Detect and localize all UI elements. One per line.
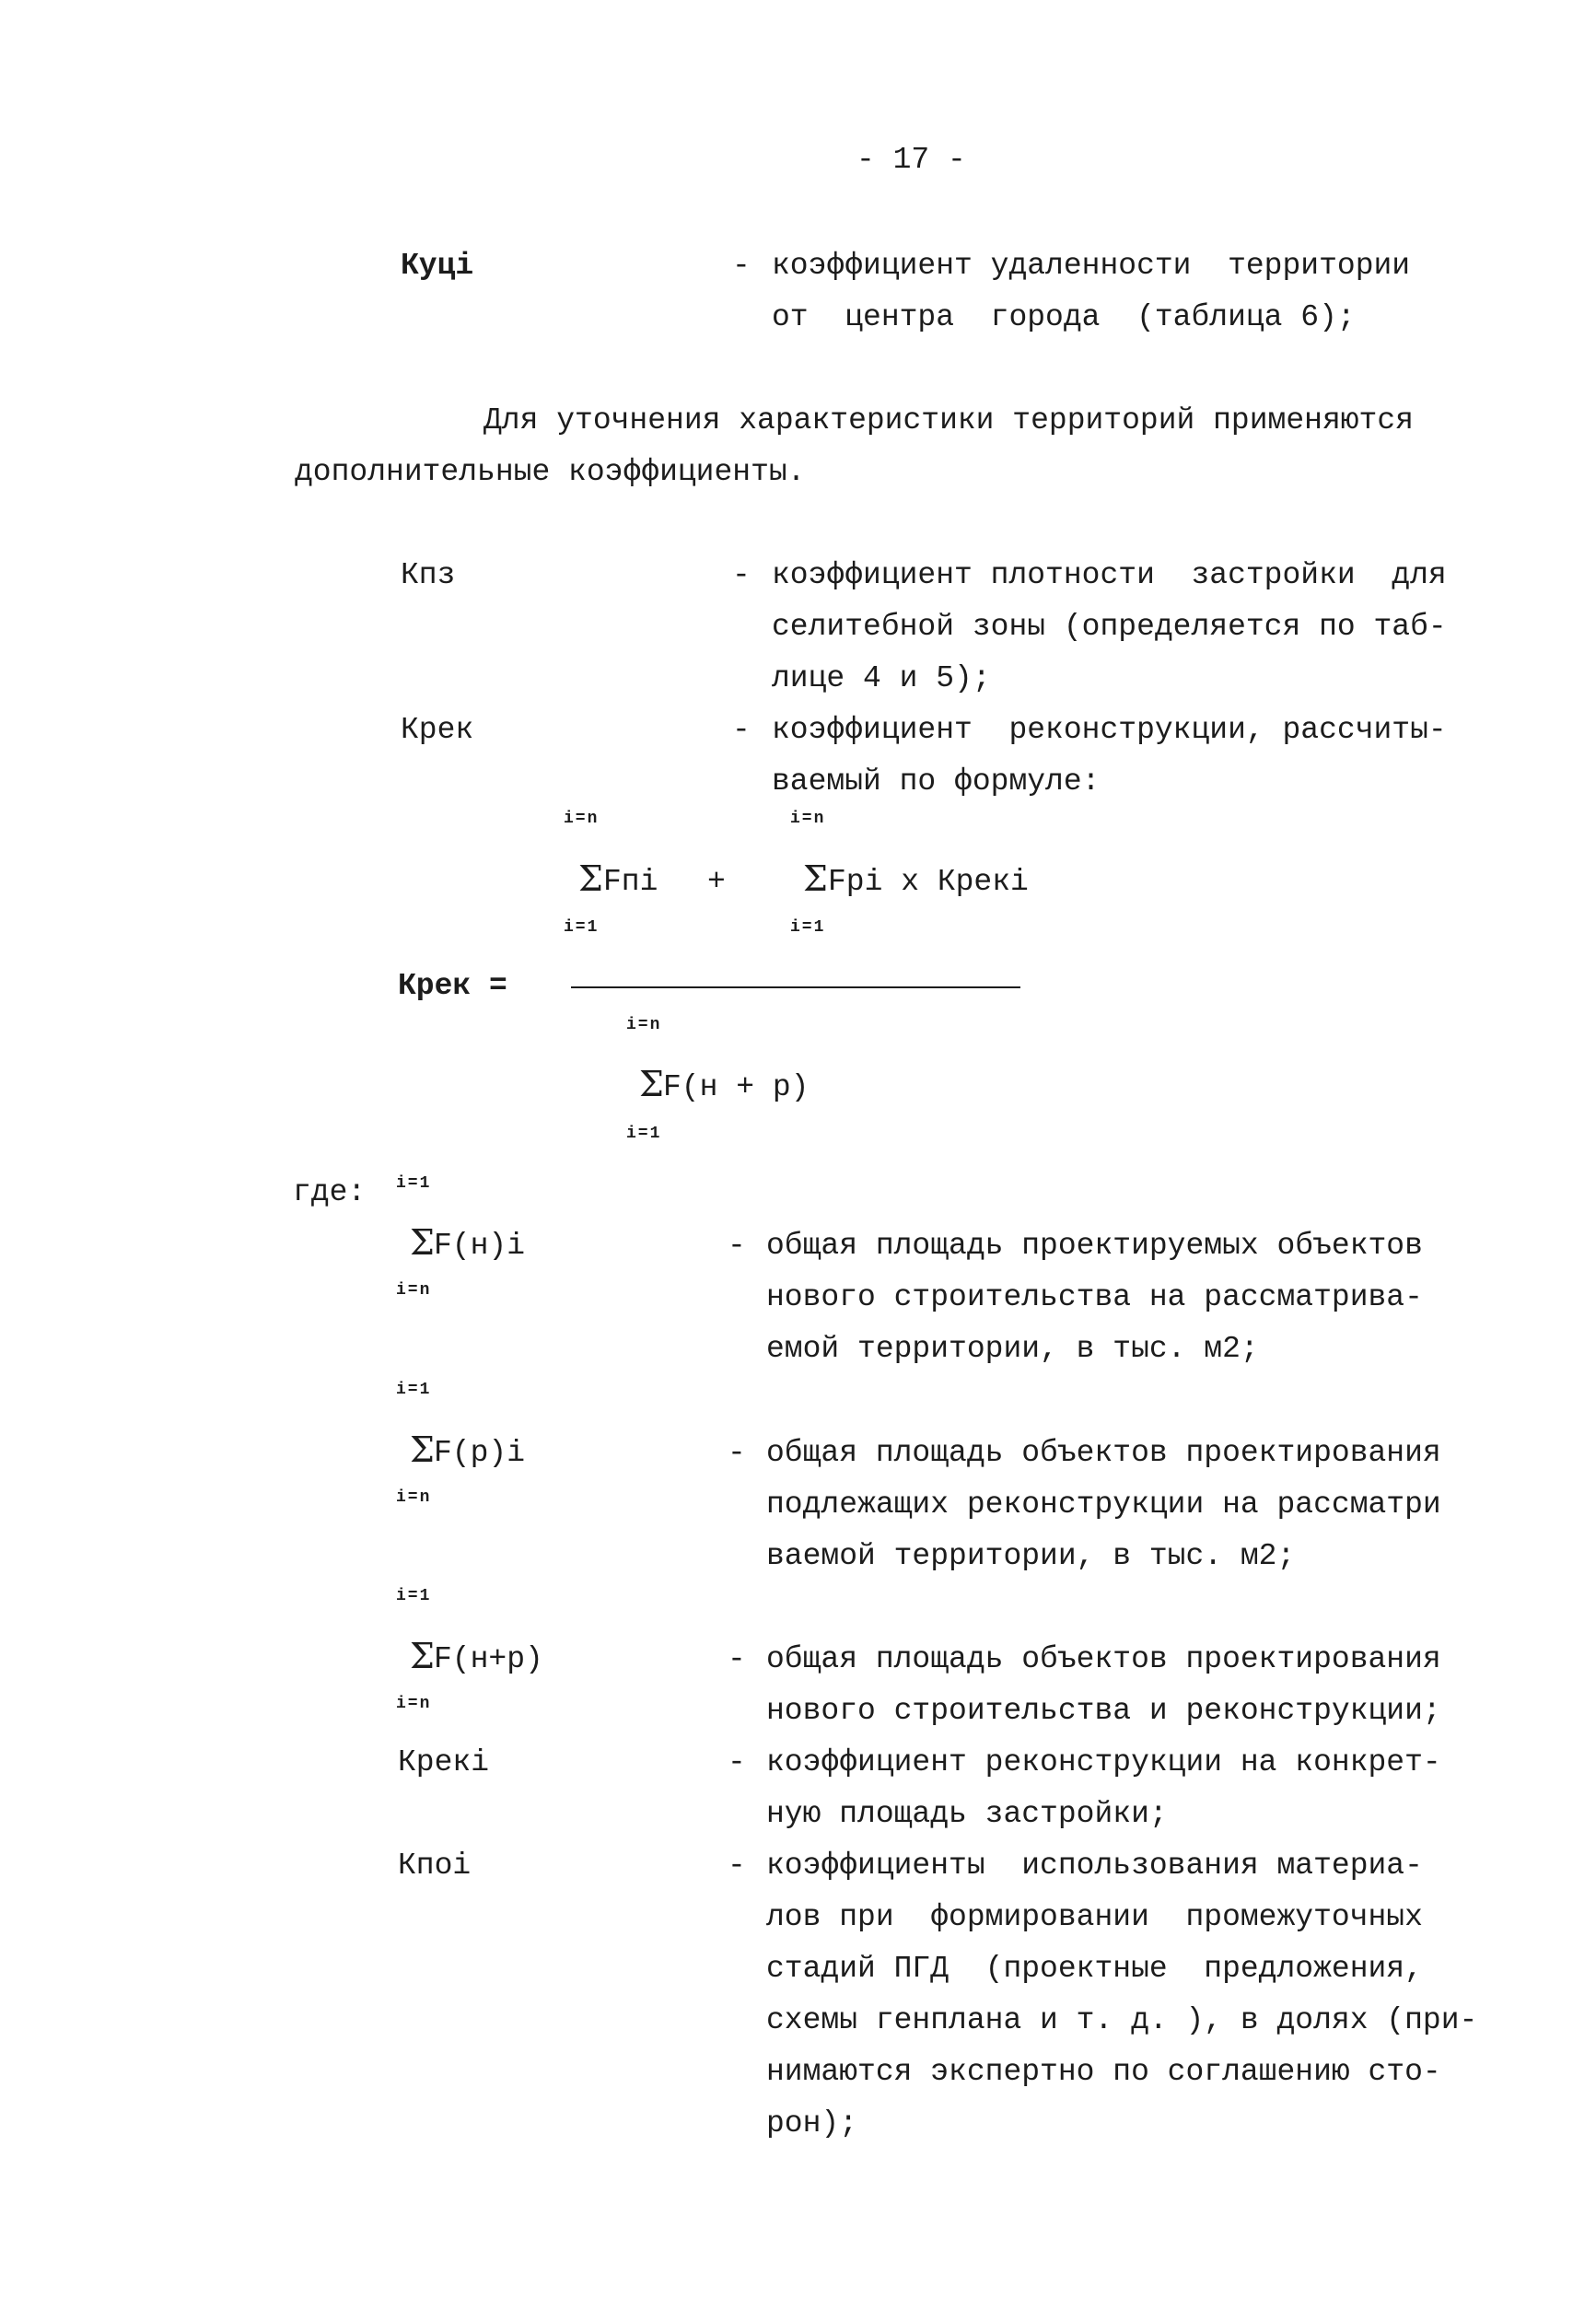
- term-kreki: Крекi: [398, 1745, 490, 1779]
- sigma-symbol: Σ: [410, 1222, 435, 1263]
- def2-term: F(p)i: [434, 1436, 526, 1470]
- def2-line-3: ваемой территории, в тыс. м2;: [766, 1539, 1296, 1573]
- dash-kpz: -: [732, 558, 751, 592]
- def1-lower-limit: i=n: [396, 1281, 432, 1300]
- def2-line-1: общая площадь объектов проектирования: [766, 1436, 1441, 1470]
- def-krek-line-2: ваемый по формуле:: [772, 764, 1101, 799]
- def-kpoi-line-1: коэффициенты использования материа-: [766, 1849, 1423, 1883]
- where-label: где:: [293, 1175, 367, 1209]
- numerator-term-2: Fpi x Крекi: [828, 865, 1029, 899]
- numerator-sum1-upper-limit: i=n: [564, 810, 600, 828]
- def2-upper-limit: i=1: [396, 1381, 432, 1399]
- sigma-symbol: Σ: [639, 1064, 664, 1104]
- def-kpz-line-2: селитебной зоны (определяется по таб-: [772, 610, 1447, 644]
- denominator-lower-limit: i=1: [626, 1125, 662, 1143]
- term-krek: Крек: [401, 713, 474, 747]
- dash-krek: -: [732, 713, 751, 747]
- sigma-symbol: Σ: [803, 858, 828, 899]
- def-kpz-line-3: лице 4 и 5);: [772, 661, 991, 695]
- numerator-sum2-lower-limit: i=1: [790, 918, 826, 937]
- def1-line-3: емой территории, в тыс. м2;: [766, 1332, 1259, 1366]
- denominator-term: F(н + р): [663, 1070, 810, 1104]
- def-kpoi-line-2: лов при формировании промежуточных: [766, 1900, 1423, 1934]
- dash-kreki: -: [728, 1745, 746, 1779]
- def3-lower-limit: i=n: [396, 1695, 432, 1713]
- numerator-sum1-lower-limit: i=1: [564, 918, 600, 937]
- def1-line-1: общая площадь проектируемых объектов: [766, 1229, 1423, 1263]
- sigma-symbol: Σ: [578, 858, 603, 899]
- def3-dash: -: [728, 1642, 746, 1676]
- sigma-symbol: Σ: [410, 1429, 435, 1470]
- def-kuts-line-2: от центра города (таблица 6);: [772, 300, 1356, 334]
- def3-line-1: общая площадь объектов проектирования: [766, 1642, 1441, 1676]
- def3-line-2: нового строительства и реконструкции;: [766, 1694, 1441, 1728]
- def-kpoi-line-6: рон);: [766, 2106, 858, 2141]
- numerator-sum2-upper-limit: i=n: [790, 810, 826, 828]
- def1-line-2: нового строительства на рассматрива-: [766, 1280, 1423, 1314]
- dash-kpoi: -: [728, 1849, 746, 1883]
- dash-kuts: -: [732, 249, 751, 283]
- def2-lower-limit: i=n: [396, 1488, 432, 1507]
- denominator-upper-limit: i=n: [626, 1016, 662, 1034]
- intro-line-2: дополнительные коэффициенты.: [295, 455, 806, 489]
- def-kpoi-line-4: схемы генплана и т. д. ), в долях (при-: [766, 2003, 1478, 2037]
- term-kpoi: Кпоi: [398, 1849, 472, 1883]
- def1-term: F(н)i: [434, 1229, 526, 1263]
- page-number: - 17 -: [856, 143, 966, 177]
- def1-upper-limit: i=1: [396, 1174, 432, 1193]
- sigma-symbol: Σ: [410, 1636, 435, 1676]
- def-kreki-line-2: ную площадь застройки;: [766, 1797, 1168, 1831]
- def-kuts-line-1: коэффициент удаленности территории: [772, 249, 1411, 283]
- def2-line-2: подлежащих реконструкции на рассматри: [766, 1487, 1441, 1522]
- def3-upper-limit: i=1: [396, 1587, 432, 1605]
- def-kpoi-line-3: стадий ПГД (проектные предложения,: [766, 1952, 1423, 1986]
- def3-term: F(н+p): [434, 1642, 543, 1676]
- def-kpoi-line-5: нимаются экспертно по соглашению сто-: [766, 2055, 1441, 2089]
- numerator-term-1: Fпi: [603, 865, 658, 899]
- intro-line-1: Для уточнения характеристики территорий применяются: [483, 403, 1414, 437]
- numerator-plus: +: [707, 865, 726, 899]
- def-kreki-line-1: коэффициент реконструкции на конкрет-: [766, 1745, 1441, 1779]
- fraction-bar: [571, 986, 1020, 988]
- def2-dash: -: [728, 1436, 746, 1470]
- formula-lhs: Крек =: [398, 969, 507, 1003]
- def1-dash: -: [728, 1229, 746, 1263]
- def-kpz-line-1: коэффициент плотности застройки для: [772, 558, 1447, 592]
- term-kuts: Куцi: [401, 249, 474, 283]
- def-krek-line-1: коэффициент реконструкции, рассчиты-: [772, 713, 1447, 747]
- term-kpz: Кпз: [401, 558, 456, 592]
